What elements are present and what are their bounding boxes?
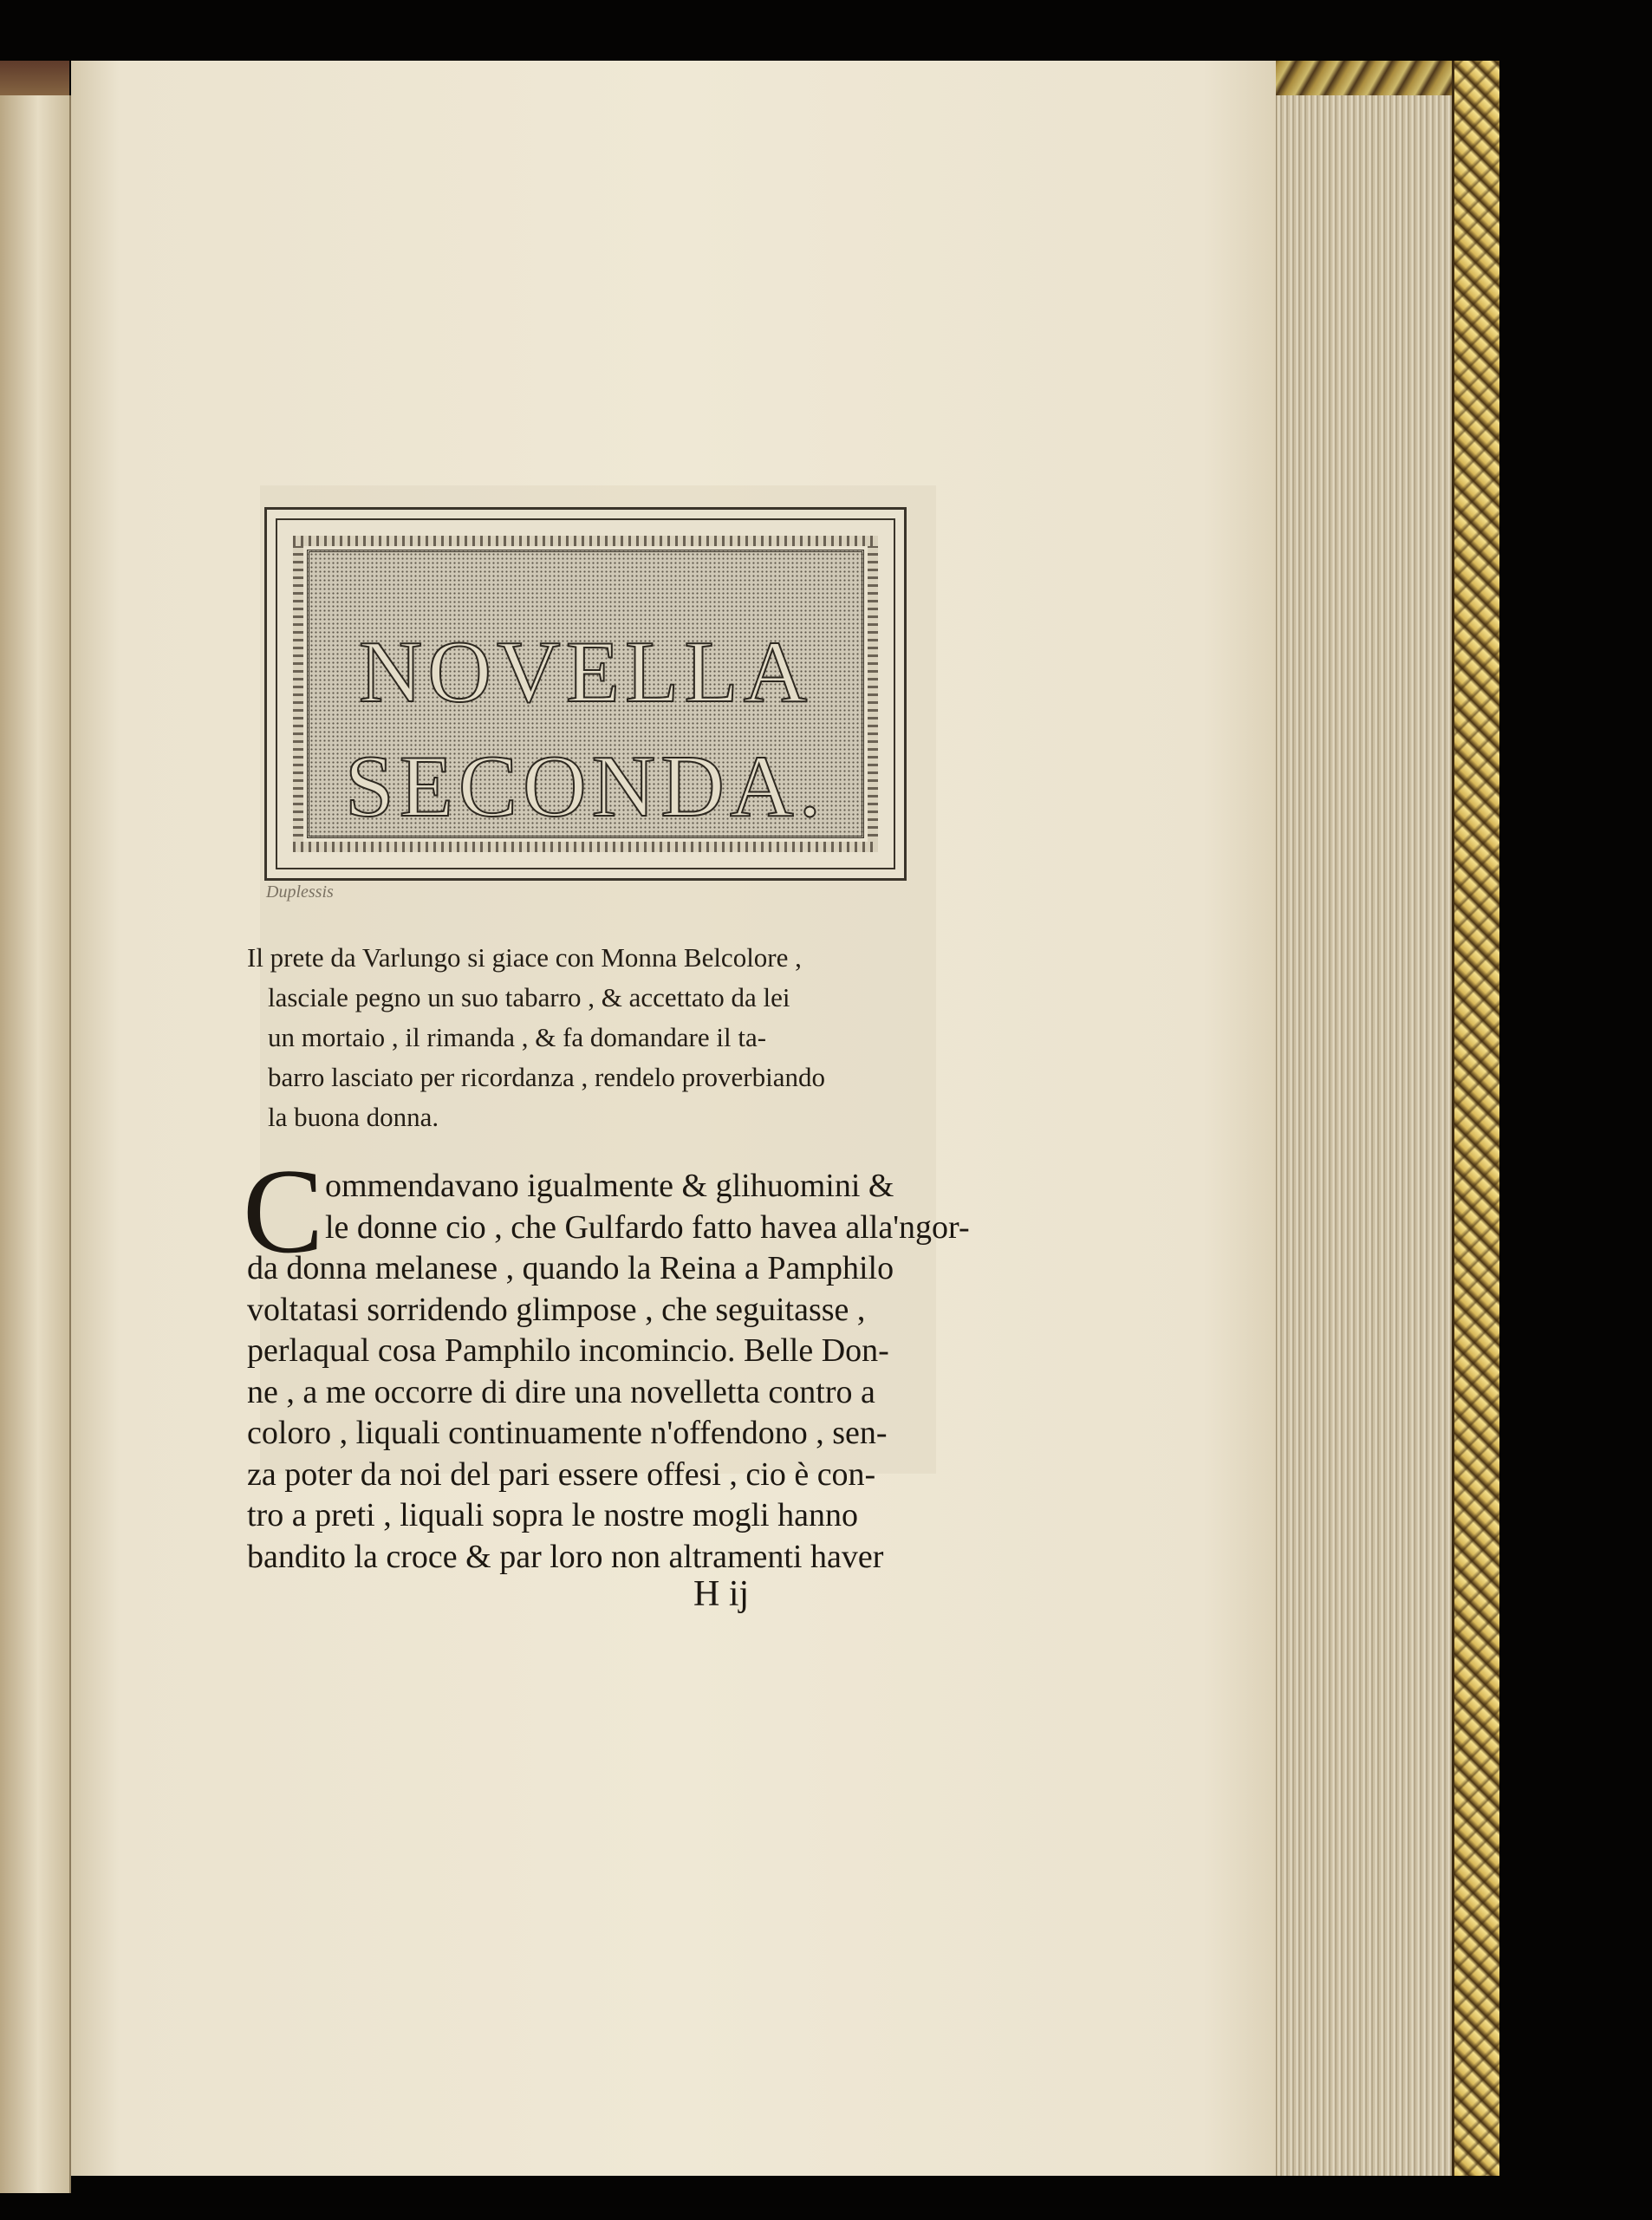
body-line: perlaqual cosa Pamphilo incomincio. Belle Don- (247, 1332, 889, 1369)
body-line: bandito la croce & par loro non altramenti haver (247, 1538, 884, 1575)
engraver-signature: Duplessis (266, 882, 334, 902)
body-line: ne , a me occorre di dire una novelletta contro a (247, 1373, 875, 1410)
signature-mark: H ij (693, 1574, 750, 1614)
body-line: ommendavano igualmente & glihuomini & (325, 1168, 894, 1204)
argument-line: barro lasciato per ricordanza , rendelo proverbiando (268, 1062, 825, 1092)
page-block-edge (1276, 95, 1454, 2176)
plate-title-line1: NOVELLA (358, 623, 813, 721)
argument-line: un mortaio , il rimanda , & fa domandare il ta- (268, 1022, 767, 1052)
argument-line: lasciale pegno un suo tabarro , & accettato da lei (268, 982, 790, 1012)
argument-line: Il prete da Varlungo si giace con Monna Belcolore , (247, 942, 802, 973)
plate-inner-panel (307, 550, 864, 838)
left-page-edge (0, 95, 71, 2193)
body-line: le donne cio , che Gulfardo fatto havea alla'ngor- (325, 1208, 970, 1246)
novella-argument (247, 938, 923, 1137)
body-line: coloro , liquali continuamente n'offendono , sen- (247, 1415, 888, 1451)
body-line: tro a preti , liquali sopra le nostre mogli hanno (247, 1497, 858, 1533)
left-cover-edge (0, 61, 69, 100)
gilt-fore-edge (1452, 61, 1499, 2176)
argument-line: la buona donna. (268, 1102, 439, 1132)
body-text (247, 1166, 970, 1578)
body-line: da donna melanese , quando la Reina a Pamphilo (247, 1250, 894, 1286)
body-line: voltatasi sorridendo glimpose , che seguitasse , (247, 1291, 866, 1328)
drop-capital: C (243, 1144, 324, 1279)
plate-title-line2: SECONDA. (344, 738, 827, 836)
title-plate (264, 507, 907, 881)
body-line: za poter da noi del pari essere offesi , cio è con- (247, 1455, 876, 1493)
